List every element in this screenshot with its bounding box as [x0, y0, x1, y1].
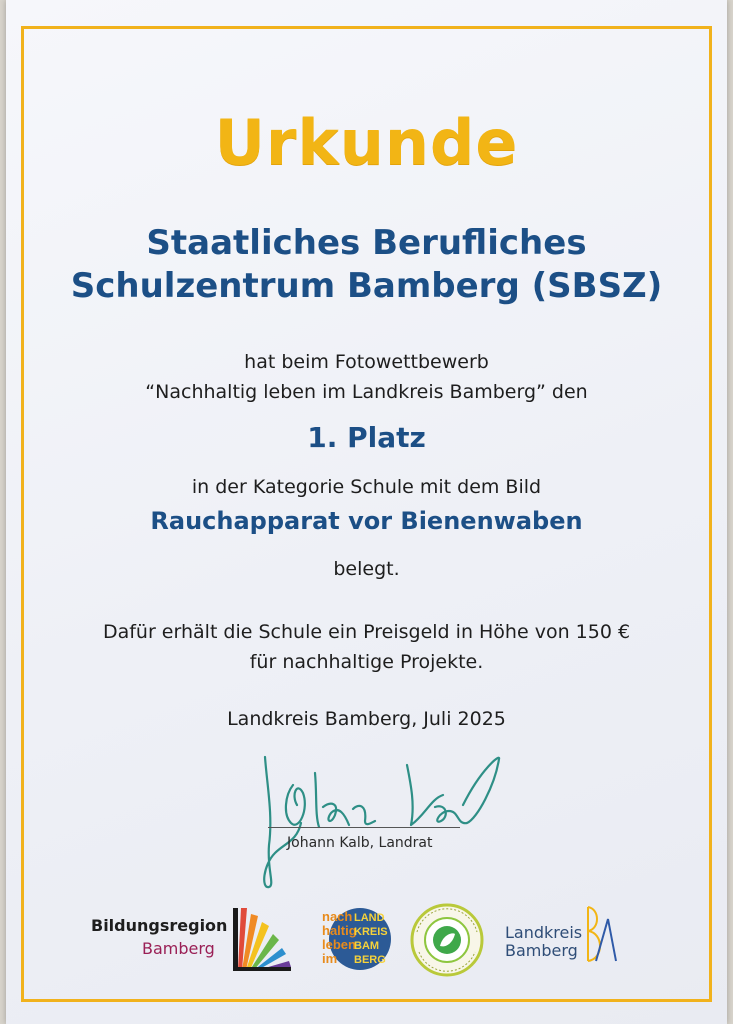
- bildungsregion-line1: Bildungsregion: [91, 916, 228, 935]
- intro-line: hat beim Fotowettbewerb: [244, 351, 489, 373]
- prize-text: [0, 617, 733, 677]
- svg-text:LAND: LAND: [354, 912, 385, 924]
- school-name-line1: Staatliches Berufliches: [146, 223, 587, 263]
- svg-text:KREIS: KREIS: [354, 926, 388, 938]
- landkreis-ba-mark-icon: [584, 905, 618, 963]
- competition-line: “Nachhaltig leben im Landkreis Bamberg” den: [145, 381, 588, 403]
- svg-text:leben: leben: [322, 937, 356, 952]
- place-date: Landkreis Bamberg, Juli 2025: [227, 708, 506, 730]
- category-line: in der Kategorie Schule mit dem Bild: [191, 476, 542, 498]
- intro-text: [0, 347, 733, 407]
- prize-line2: für nachhaltige Projekte.: [249, 651, 484, 673]
- landkreis-line1: Landkreis: [505, 923, 583, 942]
- bildungsregion-fan-icon: [231, 904, 295, 972]
- bildungsregion-logo: [91, 916, 227, 958]
- svg-text:BERG: BERG: [354, 954, 386, 966]
- belegt-line: belegt.: [333, 558, 400, 580]
- signature: [235, 745, 510, 895]
- signature-line: [268, 827, 460, 828]
- image-title: Rauchapparat vor Bienenwaben: [150, 507, 583, 535]
- svg-text:nach: nach: [322, 909, 353, 924]
- svg-text:im: im: [322, 951, 338, 966]
- certificate-title: Urkunde: [214, 106, 519, 179]
- svg-text:haltig: haltig: [322, 923, 357, 938]
- place-award: 1. Platz: [307, 421, 426, 454]
- nachhaltig-leben-logo-icon: [320, 901, 394, 979]
- school-name: [0, 222, 733, 308]
- landkreis-line2: Bamberg: [505, 941, 578, 960]
- school-name-line2: Schulzentrum Bamberg (SBSZ): [70, 266, 663, 306]
- signer-name: Johann Kalb, Landrat: [287, 835, 433, 851]
- oeko-modellregion-logo-icon: [409, 902, 485, 978]
- svg-text:BAM: BAM: [354, 940, 380, 952]
- bildungsregion-line2: Bamberg: [142, 939, 215, 958]
- prize-line1: Dafür erhält die Schule ein Preisgeld in Höhe von 150 €: [102, 621, 631, 643]
